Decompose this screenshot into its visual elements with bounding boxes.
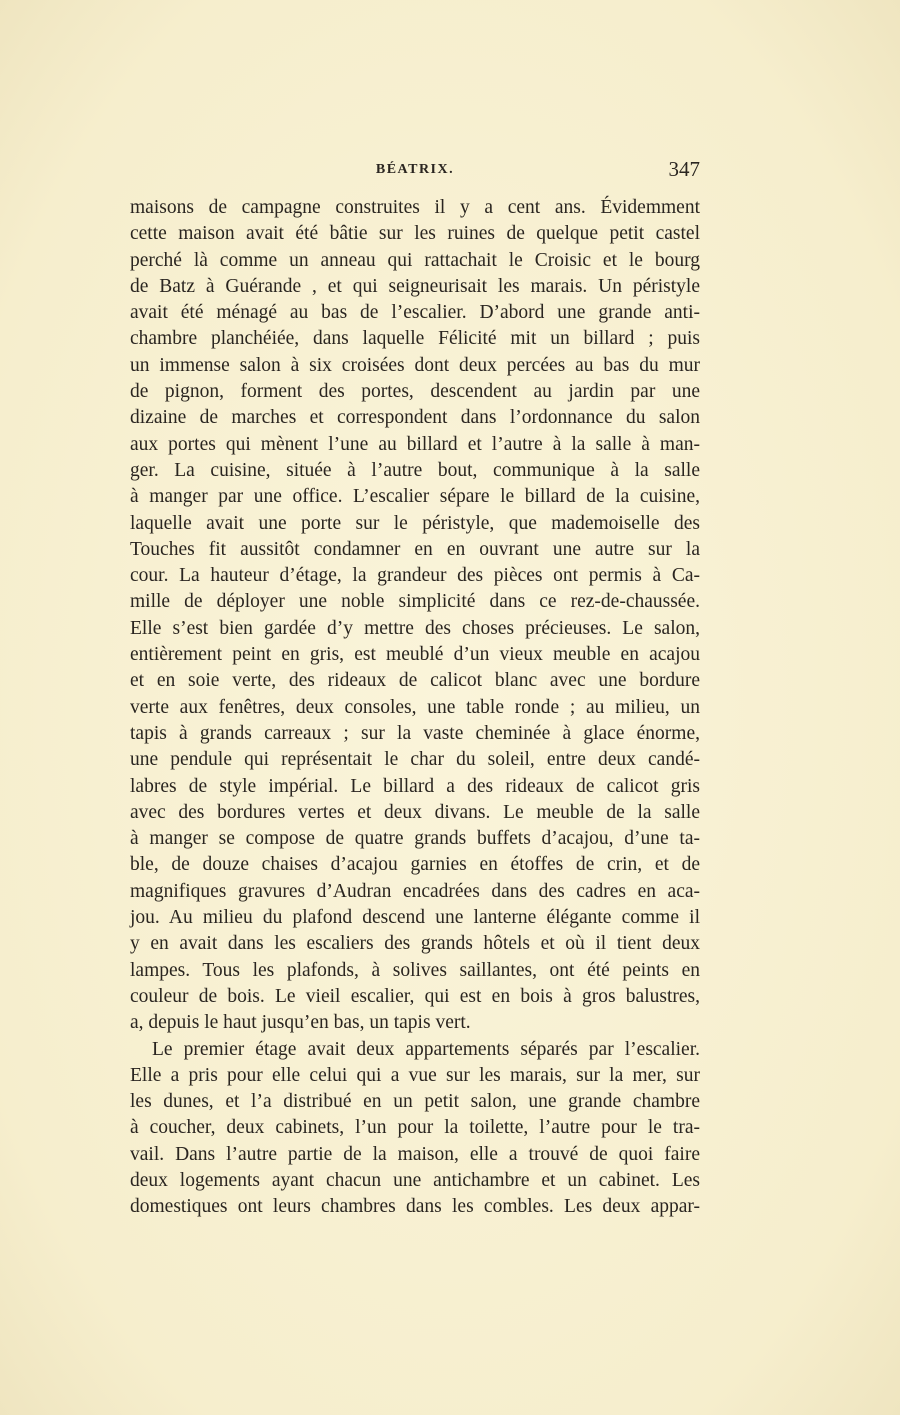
text-line: et en soie verte, des rideaux de calicot blanc avec une bordure (130, 670, 700, 692)
text-line: cour. La hauteur d’étage, la grandeur des pièces ont permis à Ca- (130, 565, 700, 587)
text-line: les dunes, et l’a distribué en un petit salon, une grande chambre (130, 1091, 700, 1113)
text-line: perché là comme un anneau qui rattachait le Croisic et le bourg (130, 249, 700, 271)
text-line: avec des bordures vertes et deux divans. Le meuble de la salle (130, 801, 700, 823)
text-line: de pignon, forment des portes, descendent au jardin par une (130, 381, 700, 403)
running-title: BÉATRIX. (375, 162, 455, 177)
text-line: a, depuis le haut jusqu’en bas, un tapis vert. (130, 1012, 471, 1034)
text-line: Le premier étage avait deux appartements séparés par l’escalier. (152, 1038, 700, 1060)
text-line: Elle a pris pour elle celui qui a vue sur les marais, sur la mer, sur (130, 1064, 700, 1086)
text-line: laquelle avait une porte sur le péristyle, que mademoiselle des (130, 512, 700, 534)
text-line: une pendule qui représentait le char du soleil, entre deux candé- (130, 749, 700, 771)
text-line: ble, de douze chaises d’acajou garnies en étoffes de crin, et de (130, 854, 700, 876)
text-line: lampes. Tous les plafonds, à solives saillantes, ont été peints en (130, 959, 700, 981)
body-text (130, 195, 700, 1221)
text-line: magnifiques gravures d’Audran encadrées dans des cadres en aca- (130, 880, 700, 902)
text-line: verte aux fenêtres, deux consoles, une table ronde ; au milieu, un (130, 696, 700, 718)
text-line: Elle s’est bien gardée d’y mettre des choses précieuses. Le salon, (130, 617, 700, 639)
text-line: aux portes qui mènent l’une au billard et l’autre à la salle à man- (130, 433, 700, 455)
text-line: couleur de bois. Le vieil escalier, qui est en bois à gros balustres, (130, 985, 700, 1007)
text-line: dizaine de marches et correspondent dans l’ordonnance du salon (130, 407, 700, 429)
page-number: 347 (668, 157, 700, 181)
text-line: cette maison avait été bâtie sur les ruines de quelque petit castel (130, 223, 700, 245)
text-line: avait été ménagé au bas de l’escalier. D’abord une grande anti- (130, 302, 700, 324)
text-line: à manger par une office. L’escalier sépare le billard de la cuisine, (130, 486, 700, 508)
running-head (130, 157, 700, 183)
text-line: y en avait dans les escaliers des grands hôtels et où il tient deux (130, 933, 700, 955)
text-line: maisons de campagne construites il y a cent ans. Évidemment (130, 197, 700, 218)
text-line: deux logements ayant chacun une antichambre et un cabinet. Les (130, 1169, 700, 1191)
text-line: labres de style impérial. Le billard a des rideaux de calicot gris (130, 775, 700, 797)
text-line: à coucher, deux cabinets, l’un pour la toilette, l’autre pour le tra- (130, 1117, 700, 1139)
text-line: à manger se compose de quatre grands buffets d’acajou, d’une ta- (130, 828, 700, 850)
text-line: de Batz à Guérande , et qui seigneurisait les marais. Un péristyle (130, 275, 700, 297)
text-line: entièrement peint en gris, est meublé d’un vieux meuble en acajou (130, 644, 700, 666)
text-line: jou. Au milieu du plafond descend une lanterne élégante comme il (130, 907, 700, 929)
text-line: Touches fit aussitôt condamner en en ouvrant une autre sur la (130, 538, 700, 560)
text-line: tapis à grands carreaux ; sur la vaste cheminée à glace énorme, (130, 722, 700, 744)
text-line: ger. La cuisine, située à l’autre bout, communique à la salle (130, 459, 700, 481)
text-line: vail. Dans l’autre partie de la maison, elle a trouvé de quoi faire (130, 1143, 700, 1165)
text-line: domestiques ont leurs chambres dans les combles. Les deux appar- (130, 1196, 700, 1218)
text-line: un immense salon à six croisées dont deux percées au bas du mur (130, 354, 700, 376)
text-line: chambre planchéiée, dans laquelle Félicité mit un billard ; puis (130, 328, 700, 350)
text-line: mille de déployer une noble simplicité dans ce rez-de-chaussée. (130, 591, 700, 613)
